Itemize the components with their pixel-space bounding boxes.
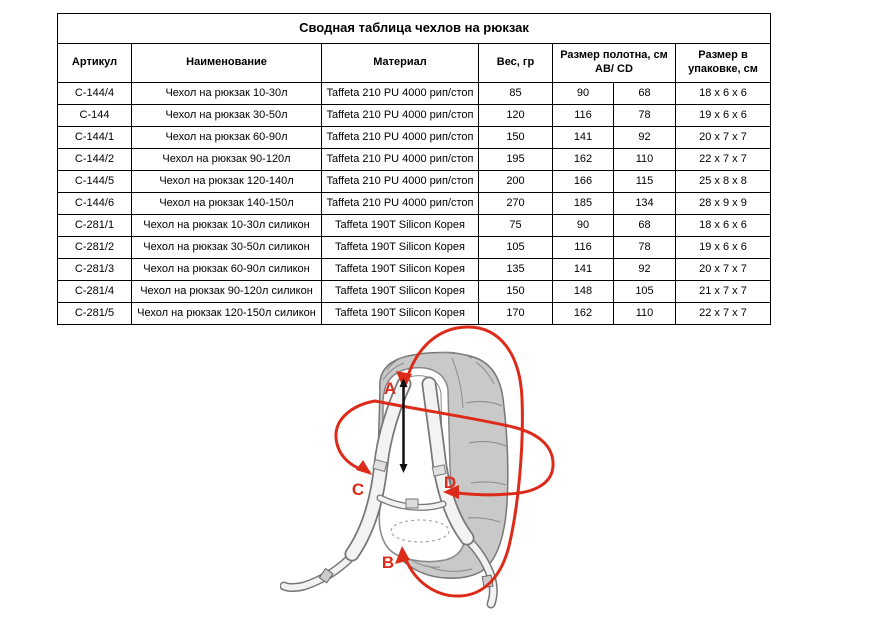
cell-package: 22 х 7 х 7 (676, 149, 771, 171)
table-title-row (58, 14, 771, 44)
cell-weight: 150 (479, 281, 553, 303)
cell-article: C-281/5 (58, 303, 132, 325)
cell-fabric-ab: 141 (553, 127, 614, 149)
cell-weight: 200 (479, 171, 553, 193)
cell-article: C-281/1 (58, 215, 132, 237)
measure-label-b: B (381, 553, 395, 572)
measure-label-d: D (443, 473, 457, 492)
backpack-measurement-figure (280, 318, 580, 618)
cell-material: Taffeta 210 PU 4000 рип/стоп (322, 127, 479, 149)
column-header-name: Наименование (132, 44, 322, 83)
cell-fabric-cd: 78 (614, 237, 676, 259)
cell-material: Taffeta 190T Silicon Корея (322, 259, 479, 281)
cell-package: 20 х 7 х 7 (676, 127, 771, 149)
column-header-package-size: Размер в упаковке, см (676, 44, 771, 83)
cell-fabric-ab: 90 (553, 83, 614, 105)
cell-package: 18 х 6 х 6 (676, 215, 771, 237)
cell-material: Taffeta 190T Silicon Корея (322, 303, 479, 325)
cell-package: 22 х 7 х 7 (676, 303, 771, 325)
column-header-material: Материал (322, 44, 479, 83)
cell-fabric-ab: 166 (553, 171, 614, 193)
cell-weight: 150 (479, 127, 553, 149)
cell-name: Чехол на рюкзак 90-120л силикон (132, 281, 322, 303)
fabric-size-line2: АВ/ CD (595, 63, 633, 75)
table-row (58, 259, 771, 281)
cell-article: C-281/2 (58, 237, 132, 259)
cell-name: Чехол на рюкзак 120-140л (132, 171, 322, 193)
cell-package: 28 х 9 х 9 (676, 193, 771, 215)
column-header-weight: Вес, гр (479, 44, 553, 83)
cell-article: C-144/1 (58, 127, 132, 149)
column-header-fabric-size (553, 44, 676, 83)
cell-package: 19 х 6 х 6 (676, 105, 771, 127)
table-row (58, 149, 771, 171)
cell-fabric-ab: 116 (553, 237, 614, 259)
cell-article: C-144/5 (58, 171, 132, 193)
table-row (58, 105, 771, 127)
cell-package: 21 х 7 х 7 (676, 281, 771, 303)
cell-fabric-cd: 110 (614, 303, 676, 325)
cell-article: C-144 (58, 105, 132, 127)
cell-weight: 105 (479, 237, 553, 259)
summary-table (57, 13, 771, 325)
cell-name: Чехол на рюкзак 10-30л силикон (132, 215, 322, 237)
strap-buckle (406, 499, 418, 508)
cell-name: Чехол на рюкзак 90-120л (132, 149, 322, 171)
cell-weight: 85 (479, 83, 553, 105)
cell-name: Чехол на рюкзак 10-30л (132, 83, 322, 105)
table-row (58, 237, 771, 259)
cell-article: C-281/4 (58, 281, 132, 303)
measure-label-c: C (351, 480, 365, 499)
cell-article: C-144/2 (58, 149, 132, 171)
cell-fabric-cd: 134 (614, 193, 676, 215)
cell-material: Taffeta 210 PU 4000 рип/стоп (322, 149, 479, 171)
cell-fabric-cd: 92 (614, 259, 676, 281)
cell-weight: 270 (479, 193, 553, 215)
cell-weight: 195 (479, 149, 553, 171)
table-header-row (58, 44, 771, 83)
column-header-article: Артикул (58, 44, 132, 83)
cell-name: Чехол на рюкзак 30-50л силикон (132, 237, 322, 259)
cell-name: Чехол на рюкзак 60-90л (132, 127, 322, 149)
cell-package: 25 х 8 х 8 (676, 171, 771, 193)
cell-fabric-cd: 110 (614, 149, 676, 171)
arrow-c-icon (356, 460, 372, 475)
cell-article: C-281/3 (58, 259, 132, 281)
cell-material: Taffeta 210 PU 4000 рип/стоп (322, 83, 479, 105)
fabric-size-line1: Размер полотна, см (560, 49, 668, 62)
cell-weight: 120 (479, 105, 553, 127)
cell-package: 19 х 6 х 6 (676, 237, 771, 259)
cell-fabric-ab: 148 (553, 281, 614, 303)
table-row (58, 281, 771, 303)
cell-fabric-cd: 68 (614, 83, 676, 105)
cell-material: Taffeta 210 PU 4000 рип/стоп (322, 105, 479, 127)
cell-material: Taffeta 190T Silicon Корея (322, 281, 479, 303)
backpack-diagram (280, 318, 580, 618)
cell-fabric-cd: 78 (614, 105, 676, 127)
cell-article: C-144/4 (58, 83, 132, 105)
cell-fabric-cd: 105 (614, 281, 676, 303)
cell-fabric-ab: 162 (553, 303, 614, 325)
table-row (58, 193, 771, 215)
cell-package: 18 х 6 х 6 (676, 83, 771, 105)
table-row (58, 83, 771, 105)
cell-fabric-cd: 68 (614, 215, 676, 237)
measure-label-a: A (383, 379, 397, 398)
cell-fabric-cd: 115 (614, 171, 676, 193)
cell-material: Taffeta 210 PU 4000 рип/стоп (322, 171, 479, 193)
cell-fabric-ab: 116 (553, 105, 614, 127)
cell-weight: 170 (479, 303, 553, 325)
cell-fabric-ab: 162 (553, 149, 614, 171)
cell-name: Чехол на рюкзак 30-50л (132, 105, 322, 127)
table-row (58, 215, 771, 237)
cell-weight: 135 (479, 259, 553, 281)
table-row (58, 127, 771, 149)
cell-fabric-cd: 92 (614, 127, 676, 149)
cell-fabric-ab: 141 (553, 259, 614, 281)
cell-name: Чехол на рюкзак 60-90л силикон (132, 259, 322, 281)
cell-material: Taffeta 190T Silicon Корея (322, 237, 479, 259)
cell-article: C-144/6 (58, 193, 132, 215)
cell-fabric-ab: 90 (553, 215, 614, 237)
table-row (58, 171, 771, 193)
webbing-strap-left (284, 558, 350, 588)
cell-material: Taffeta 210 PU 4000 рип/стоп (322, 193, 479, 215)
table-title: Сводная таблица чехлов на рюкзак (58, 14, 771, 44)
cell-package: 20 х 7 х 7 (676, 259, 771, 281)
cell-fabric-ab: 185 (553, 193, 614, 215)
cell-material: Taffeta 190T Silicon Корея (322, 215, 479, 237)
cell-weight: 75 (479, 215, 553, 237)
cell-name: Чехол на рюкзак 120-150л силикон (132, 303, 322, 325)
cell-name: Чехол на рюкзак 140-150л (132, 193, 322, 215)
